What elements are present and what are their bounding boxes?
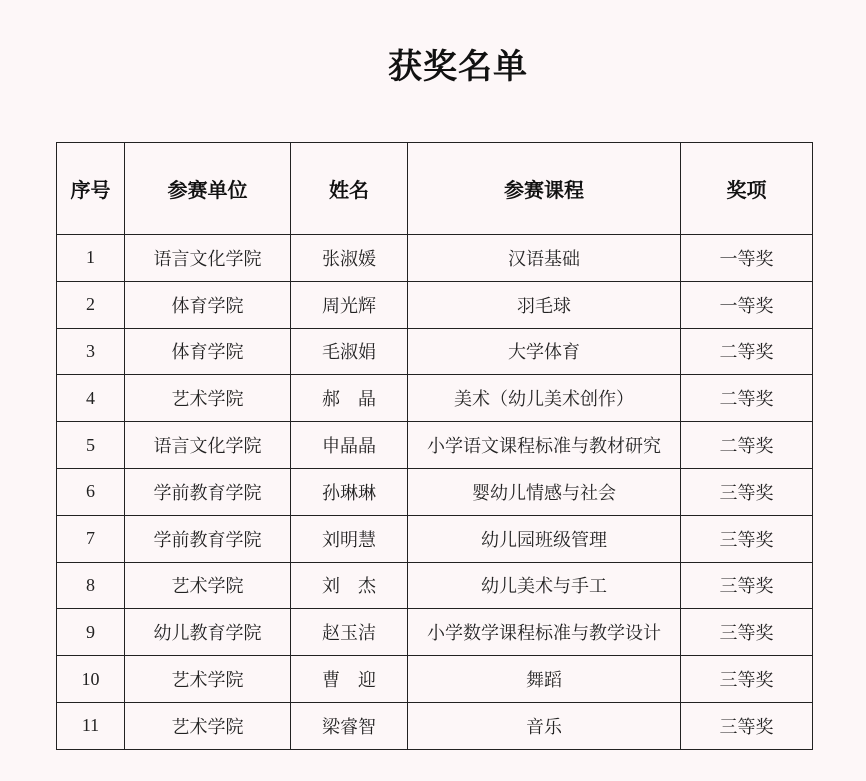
cell-no: 6 <box>57 468 125 515</box>
column-header-course: 参赛课程 <box>408 143 681 235</box>
cell-award: 三等奖 <box>681 656 813 703</box>
cell-name: 曹 迎 <box>291 656 408 703</box>
cell-course: 大学体育 <box>408 328 681 375</box>
cell-course: 小学数学课程标准与教学设计 <box>408 609 681 656</box>
cell-no: 10 <box>57 656 125 703</box>
cell-award: 二等奖 <box>681 422 813 469</box>
cell-no: 1 <box>57 235 125 282</box>
cell-course: 汉语基础 <box>408 235 681 282</box>
column-header-no: 序号 <box>57 143 125 235</box>
cell-no: 9 <box>57 609 125 656</box>
table-row <box>57 515 813 562</box>
table-row <box>57 375 813 422</box>
cell-unit: 体育学院 <box>125 281 291 328</box>
cell-award: 二等奖 <box>681 328 813 375</box>
cell-name: 孙琳琳 <box>291 468 408 515</box>
table-row <box>57 422 813 469</box>
cell-unit: 语言文化学院 <box>125 235 291 282</box>
cell-name: 刘明慧 <box>291 515 408 562</box>
cell-name: 郝 晶 <box>291 375 408 422</box>
page-title: 获奖名单 <box>388 47 528 87</box>
cell-award: 三等奖 <box>681 562 813 609</box>
cell-name: 刘 杰 <box>291 562 408 609</box>
cell-unit: 体育学院 <box>125 328 291 375</box>
cell-name: 张淑媛 <box>291 235 408 282</box>
cell-name: 周光辉 <box>291 281 408 328</box>
cell-course: 羽毛球 <box>408 281 681 328</box>
table-row <box>57 702 813 749</box>
cell-course: 音乐 <box>408 702 681 749</box>
cell-unit: 幼儿教育学院 <box>125 609 291 656</box>
cell-course: 幼儿园班级管理 <box>408 515 681 562</box>
cell-name: 申晶晶 <box>291 422 408 469</box>
cell-course: 美术（幼儿美术创作） <box>408 375 681 422</box>
cell-course: 幼儿美术与手工 <box>408 562 681 609</box>
cell-course: 小学语文课程标准与教材研究 <box>408 422 681 469</box>
cell-course: 婴幼儿情感与社会 <box>408 468 681 515</box>
cell-name: 梁睿智 <box>291 702 408 749</box>
table-row <box>57 609 813 656</box>
cell-award: 二等奖 <box>681 375 813 422</box>
cell-no: 3 <box>57 328 125 375</box>
cell-no: 11 <box>57 702 125 749</box>
cell-no: 7 <box>57 515 125 562</box>
table-row <box>57 562 813 609</box>
cell-name: 毛淑娟 <box>291 328 408 375</box>
cell-no: 2 <box>57 281 125 328</box>
table-row <box>57 656 813 703</box>
cell-course: 舞蹈 <box>408 656 681 703</box>
cell-unit: 艺术学院 <box>125 562 291 609</box>
cell-unit: 艺术学院 <box>125 375 291 422</box>
table-row <box>57 468 813 515</box>
cell-award: 一等奖 <box>681 235 813 282</box>
cell-unit: 艺术学院 <box>125 702 291 749</box>
table-row <box>57 235 813 282</box>
cell-no: 4 <box>57 375 125 422</box>
award-table <box>56 142 813 750</box>
cell-name: 赵玉洁 <box>291 609 408 656</box>
cell-unit: 学前教育学院 <box>125 515 291 562</box>
cell-no: 8 <box>57 562 125 609</box>
table-row <box>57 328 813 375</box>
cell-award: 一等奖 <box>681 281 813 328</box>
cell-unit: 语言文化学院 <box>125 422 291 469</box>
column-header-unit: 参赛单位 <box>125 143 291 235</box>
table-header-row <box>57 143 813 235</box>
cell-unit: 艺术学院 <box>125 656 291 703</box>
cell-award: 三等奖 <box>681 702 813 749</box>
cell-unit: 学前教育学院 <box>125 468 291 515</box>
cell-award: 三等奖 <box>681 468 813 515</box>
column-header-name: 姓名 <box>291 143 408 235</box>
column-header-award: 奖项 <box>681 143 813 235</box>
table-row <box>57 281 813 328</box>
cell-award: 三等奖 <box>681 609 813 656</box>
cell-award: 三等奖 <box>681 515 813 562</box>
cell-no: 5 <box>57 422 125 469</box>
